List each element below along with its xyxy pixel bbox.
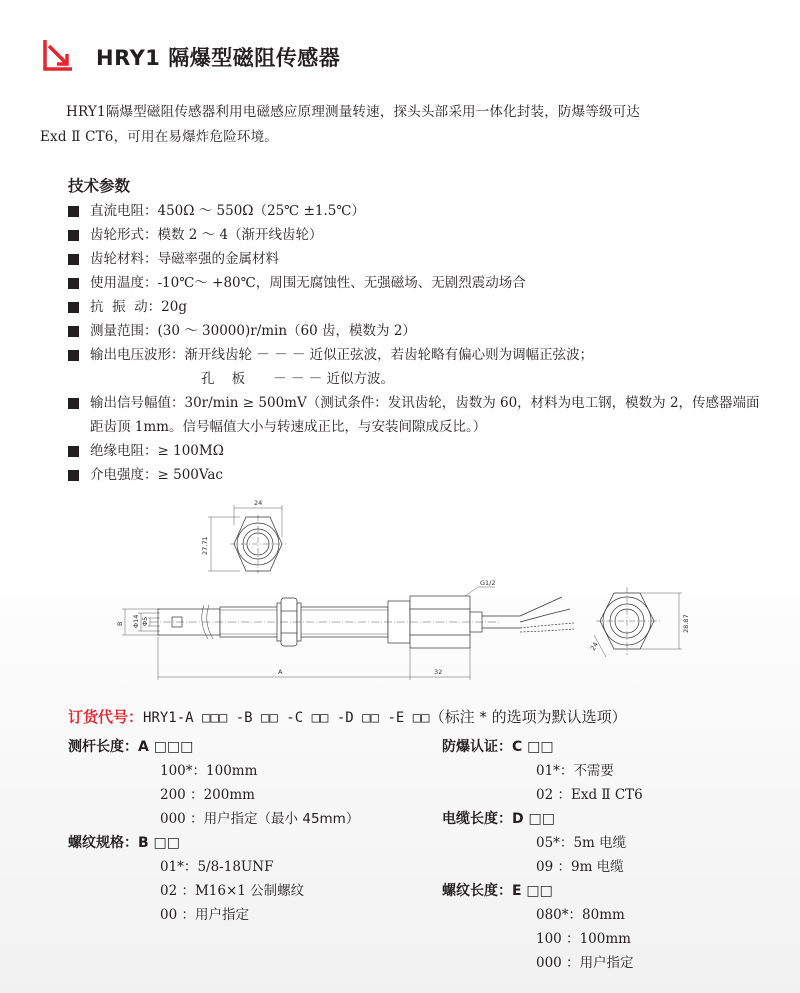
square-bullet-icon [68, 326, 79, 337]
specs-list [68, 199, 768, 487]
option-text: 5m 电缆 [573, 835, 627, 851]
red-arrow-down-right-icon [38, 36, 76, 74]
dim-g12: G1/2 [480, 579, 496, 587]
option-code: 09 ： [536, 859, 571, 875]
spec-label: 直流电阻： [90, 203, 158, 219]
option-text: 9m 电缆 [570, 859, 624, 875]
spec-subline [90, 367, 768, 391]
dim-A: A [278, 668, 283, 676]
intro-paragraph [40, 100, 762, 150]
spec-item [68, 199, 768, 223]
square-bullet-icon [68, 470, 79, 481]
option-code: 200 ： [160, 787, 204, 803]
order-code-line [68, 706, 627, 727]
option-row [442, 951, 762, 975]
spec-item [68, 271, 768, 295]
dim-28-87: 28.87 [682, 614, 690, 633]
option-group-title: 电缆长度：D □□ [442, 811, 555, 827]
spec-label: 介电强度： [90, 467, 158, 483]
option-row [68, 807, 408, 831]
option-row [68, 855, 408, 879]
option-code: 000 ： [536, 955, 580, 971]
order-options-right [442, 735, 762, 975]
spec-sub-value: － － － 近似方波。 [273, 371, 395, 387]
option-text: 100mm [579, 931, 631, 947]
square-bullet-icon [68, 230, 79, 241]
spec-value: 模数 2 ～ 4（渐开线齿轮） [157, 227, 323, 243]
spec-item [68, 391, 768, 439]
option-group-title: 防爆认证：C □□ [442, 739, 554, 755]
option-text: 200mm [203, 787, 255, 803]
option-text: Exd Ⅱ CT6 [570, 787, 643, 803]
option-code: 100*： [160, 763, 207, 779]
option-code: 01*： [536, 763, 574, 779]
option-row [68, 879, 408, 903]
option-text: 5/8-18UNF [197, 859, 274, 875]
spec-value: 渐开线齿轮 － － － 近似正弦波，若齿轮略有偏心则为调幅正弦波； [184, 347, 594, 363]
option-code: 02 ： [536, 787, 571, 803]
square-bullet-icon [68, 350, 79, 361]
spec-value: (30 ～ 30000)r/min（60 齿，模数为 2） [157, 323, 416, 339]
option-text: 用户指定 [194, 907, 249, 923]
spec-item [68, 223, 768, 247]
sensor-dimension-drawing [100, 497, 700, 692]
dim-24-top: 24 [254, 499, 263, 507]
option-code: 080*： [536, 907, 583, 923]
dim-14: Φ14 [132, 614, 140, 628]
spec-item [68, 247, 768, 271]
option-text: 用户指定（最小 45mm） [203, 811, 360, 827]
spec-label: 绝缘电阻： [90, 443, 158, 459]
spec-item [68, 343, 768, 391]
option-text: M16×1 公制螺纹 [194, 883, 305, 899]
spec-label: 齿轮形式： [90, 227, 158, 243]
spec-item [68, 319, 768, 343]
spec-label: 输出电压波形： [90, 347, 185, 363]
spec-value: 导磁率强的金属材料 [157, 251, 279, 267]
option-code: 100 ： [536, 931, 580, 947]
order-code-note: （标注 * 的选项为默认选项） [429, 708, 627, 726]
spec-item [68, 463, 768, 487]
option-text: 100mm [206, 763, 258, 779]
option-group-title: 螺纹规格：B □□ [68, 835, 180, 851]
square-bullet-icon [68, 302, 79, 313]
option-row [68, 783, 408, 807]
dim-32: 32 [434, 668, 443, 676]
option-row [442, 927, 762, 951]
spec-value: 450Ω ～ 550Ω（25℃ ±1.5℃） [157, 203, 365, 219]
spec-label: 使用温度： [90, 275, 158, 291]
order-code-value: HRY1-A □□□ -B □□ -C □□ -D □□ -E □□ [143, 710, 430, 726]
spec-value: 20g [161, 299, 187, 315]
square-bullet-icon [68, 254, 79, 265]
square-bullet-icon [68, 446, 79, 457]
dim-24-side: 24 [588, 640, 600, 652]
option-code: 02 ： [160, 883, 195, 899]
specs-title: 技术参数 [68, 177, 131, 195]
square-bullet-icon [68, 278, 79, 289]
option-text: 不需要 [573, 763, 614, 779]
order-code-label: 订货代号： [68, 708, 144, 726]
option-code: 00 ： [160, 907, 195, 923]
spec-label: 测量范围： [90, 323, 158, 339]
spec-item [68, 439, 768, 463]
square-bullet-icon [68, 206, 79, 217]
option-row [442, 759, 762, 783]
spec-label: 抗 振 动： [90, 299, 162, 315]
dim-5: Φ5 [141, 616, 149, 626]
option-row [442, 783, 762, 807]
dim-B: B [116, 621, 124, 626]
option-row [442, 855, 762, 879]
option-group-title: 螺纹长度：E □□ [442, 883, 553, 899]
option-row [68, 903, 408, 927]
option-group-title: 测杆长度：A □□□ [68, 739, 194, 755]
spec-sub-label: 孔 板 [201, 371, 246, 387]
spec-label: 齿轮材料： [90, 251, 158, 267]
option-text: 用户指定 [579, 955, 634, 971]
option-row [442, 903, 762, 927]
spec-value: ≥ 100MΩ [157, 443, 224, 459]
order-options-left [68, 735, 408, 927]
square-bullet-icon [68, 398, 79, 409]
hex-end-view [594, 587, 682, 657]
probe-side-view [150, 596, 574, 648]
option-text: 80mm [582, 907, 625, 923]
spec-label: 输出信号幅值： [90, 395, 185, 411]
option-code: 05*： [536, 835, 574, 851]
spec-item [68, 295, 768, 319]
intro-line-2: Exd Ⅱ CT6，可用在易爆炸危险环境。 [40, 129, 278, 145]
spec-value: -10℃～ +80℃，周围无腐蚀性、无强磁场、无剧烈震动场合 [157, 275, 526, 291]
spec-value: ≥ 500Vac [157, 467, 223, 483]
option-code: 000 ： [160, 811, 204, 827]
hex-nut-top-view [208, 505, 286, 573]
option-row [442, 831, 762, 855]
option-row [68, 759, 408, 783]
intro-line-1: HRY1隔爆型磁阻传感器利用电磁感应原理测量转速，探头头部采用一体化封装，防爆等级可达 [66, 104, 641, 120]
spec-value: 30r/min ≥ 500mV（测试条件：发讯齿轮，齿数为 60，材料为电工钢，模数为 2，传感器端面距齿顶 1mm。信号幅值大小与转速成正比，与安装间隙成反比。） [90, 395, 760, 435]
page-title: HRY1 隔爆型磁阻传感器 [96, 46, 341, 70]
dim-27-71: 27.71 [201, 536, 209, 555]
option-code: 01*： [160, 859, 198, 875]
